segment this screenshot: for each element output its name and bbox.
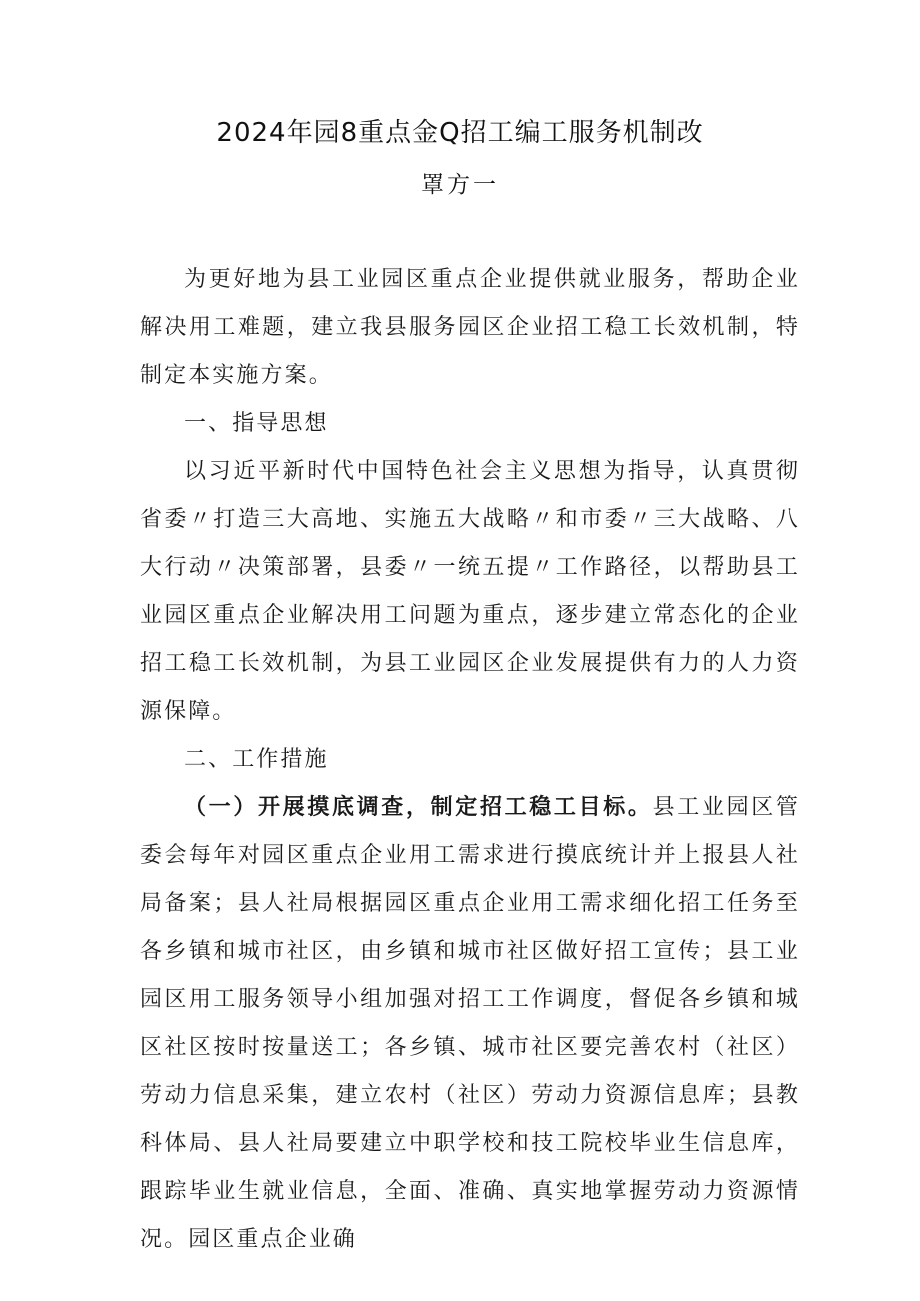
measure1-paragraph [140,784,800,1264]
measure1-body: 县工业园区管委会每年对园区重点企业用工需求进行摸底统计并上报县人社局备案；县人社局根据园区重点企业用工需求细化招工任务至各乡镇和城市社区，由乡镇和城市社区做好招工宣传；县工业园区用工服务领导小组加强对招工工作调度，督促各乡镇和城区社区按时按量送工；各乡镇、城市社区要完善农村（社区）劳动力信息采集，建立农村（社区）劳动力资源信息库；县教科体局、县人社局要建立中职学校和技工院校毕业生信息库，跟踪毕业生就业信息，全面、准确、真实地掌握劳动力资源情况。园区重点企业确 [140,795,800,1252]
measure1-lead: （一）开展摸底调查，制定招工稳工目标。 [184,795,653,820]
section1-heading: 一、指导思想 [184,411,329,436]
section2-heading: 二、工作措施 [184,747,329,772]
document-title-line1: 2024年园8重点金Q招工编工服务机制改 [216,118,704,148]
document-title-line2: 罩方一 [421,172,499,198]
section1-paragraph: 以习近平新时代中国特色社会主义思想为指导，认真贯彻省委〃打造三大高地、实施五大战略〃和市委〃三大战略、八大行动〃决策部署，县委〃一统五提〃工作路径，以帮助县工业园区重点企业解决用工问题为重点，逐步建立常态化的企业招工稳工长效机制，为县工业园区企业发展提供有力的人力资源保障。 [140,459,800,724]
intro-paragraph: 为更好地为县工业园区重点企业提供就业服务，帮助企业解决用工难题，建立我县服务园区企业招工稳工长效机制，特制定本实施方案。 [140,267,800,388]
document-body [140,256,800,1264]
